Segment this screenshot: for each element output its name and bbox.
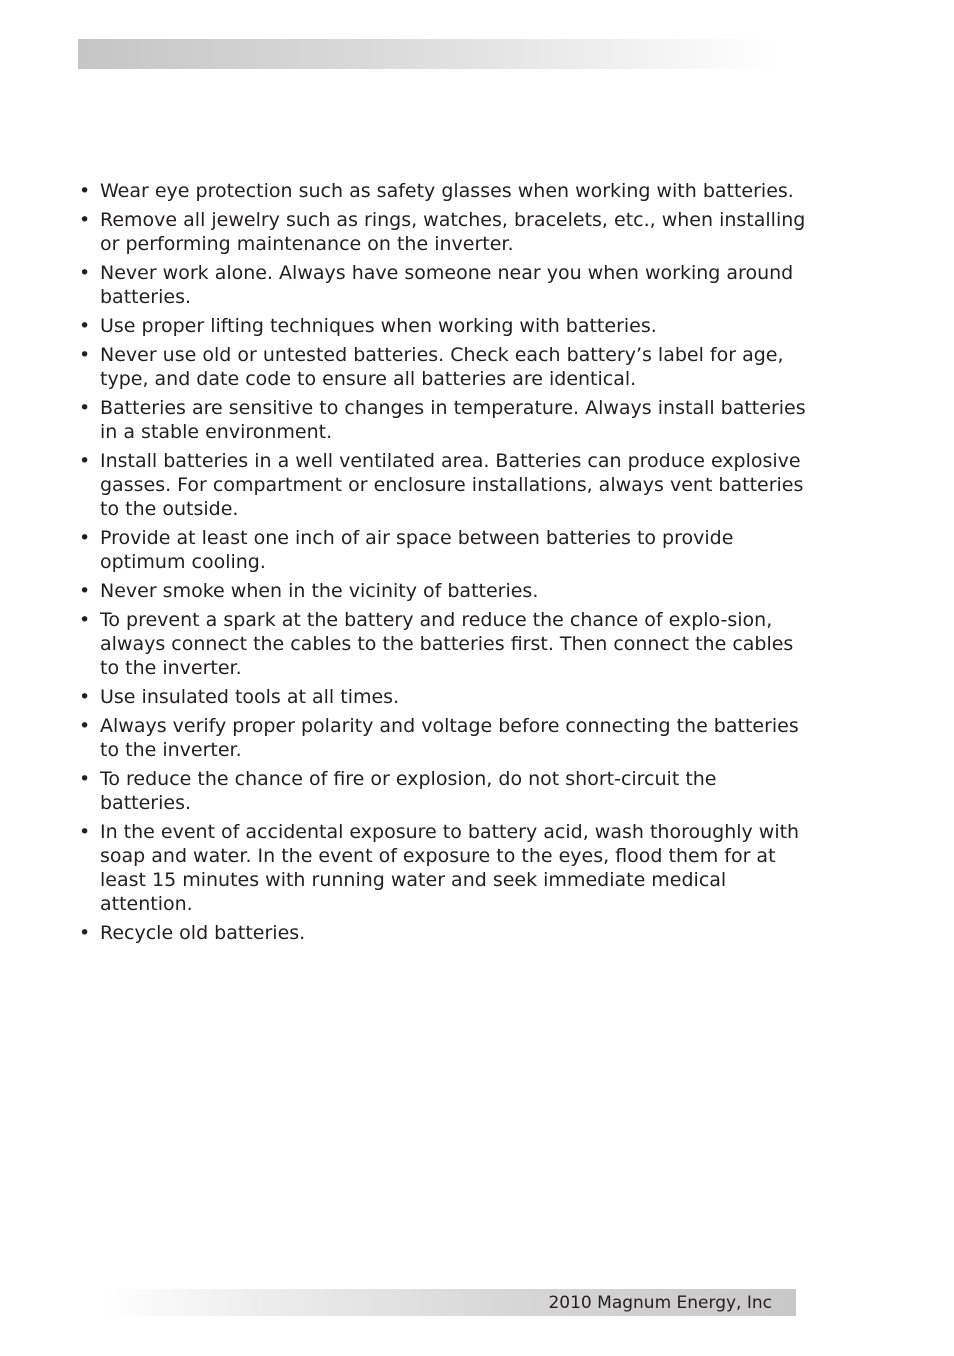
- list-item: [79, 685, 809, 709]
- list-item-text: Never smoke when in the vicinity of batteries.: [100, 580, 539, 602]
- list-item: [79, 208, 809, 256]
- list-item: [79, 396, 809, 444]
- list-item: [79, 767, 809, 815]
- bullet-icon: •: [79, 344, 91, 366]
- list-item: [79, 526, 809, 574]
- list-item-text: Wear eye protection such as safety glasses when working with batteries.: [100, 180, 794, 202]
- list-item-text: Always verify proper polarity and voltage before connecting the batteries to the inverter.: [100, 715, 799, 761]
- list-item-text: Never work alone. Always have someone near you when working around batteries.: [100, 262, 794, 308]
- bullet-icon: •: [79, 527, 91, 549]
- list-item-text: Batteries are sensitive to changes in temperature. Always install batteries in a stable environment.: [100, 397, 806, 443]
- bullet-icon: •: [79, 768, 91, 790]
- bullet-icon: •: [79, 209, 91, 231]
- bullet-icon: •: [79, 315, 91, 337]
- list-item-text: Use proper lifting techniques when working with batteries.: [100, 315, 657, 337]
- list-item: [79, 314, 809, 338]
- bullet-icon: •: [79, 609, 91, 631]
- list-item-text: To reduce the chance of fire or explosion, do not short-circuit the batteries.: [100, 768, 717, 814]
- list-item: [79, 449, 809, 521]
- list-item-text: Remove all jewelry such as rings, watches, bracelets, etc., when installing or performing maintenance on the inverter.: [100, 209, 806, 255]
- list-item-text: Recycle old batteries.: [100, 922, 306, 944]
- bullet-icon: •: [79, 180, 91, 202]
- footer-copyright: 2010 Magnum Energy, Inc: [548, 1293, 772, 1313]
- bullet-icon: •: [79, 821, 91, 843]
- list-item-text: Install batteries in a well ventilated area. Batteries can produce explosive gasses. For compartment or enclosure installations, always vent batteries to the outside.: [100, 450, 804, 520]
- bullet-icon: •: [79, 922, 91, 944]
- list-item: [79, 579, 809, 603]
- bullet-icon: •: [79, 450, 91, 472]
- bullet-icon: •: [79, 580, 91, 602]
- bullet-icon: •: [79, 686, 91, 708]
- list-item: [79, 608, 809, 680]
- header-bar: [78, 39, 778, 69]
- footer-bar: [100, 1289, 796, 1316]
- list-item: [79, 261, 809, 309]
- list-item: [79, 820, 809, 916]
- list-item-text: Never use old or untested batteries. Check each battery’s label for age, type, and date code to ensure all batteries are identical.: [100, 344, 784, 390]
- list-item-text: Provide at least one inch of air space between batteries to provide optimum cooling.: [100, 527, 734, 573]
- list-item-text: Use insulated tools at all times.: [100, 686, 400, 708]
- list-item: [79, 921, 809, 945]
- bullet-icon: •: [79, 715, 91, 737]
- bullet-icon: •: [79, 397, 91, 419]
- list-item-text: In the event of accidental exposure to battery acid, wash thoroughly with soap and water. In the event of exposure to the eyes, flood them for at least 15 minutes with running water and seek immediate medical attention.: [100, 821, 800, 915]
- list-item-text: To prevent a spark at the battery and reduce the chance of explo-sion, always connect the cables to the batteries first. Then connect the cables to the inverter.: [100, 609, 794, 679]
- list-item: [79, 343, 809, 391]
- safety-bullet-list: [79, 179, 809, 950]
- bullet-icon: •: [79, 262, 91, 284]
- list-item: [79, 179, 809, 203]
- list-item: [79, 714, 809, 762]
